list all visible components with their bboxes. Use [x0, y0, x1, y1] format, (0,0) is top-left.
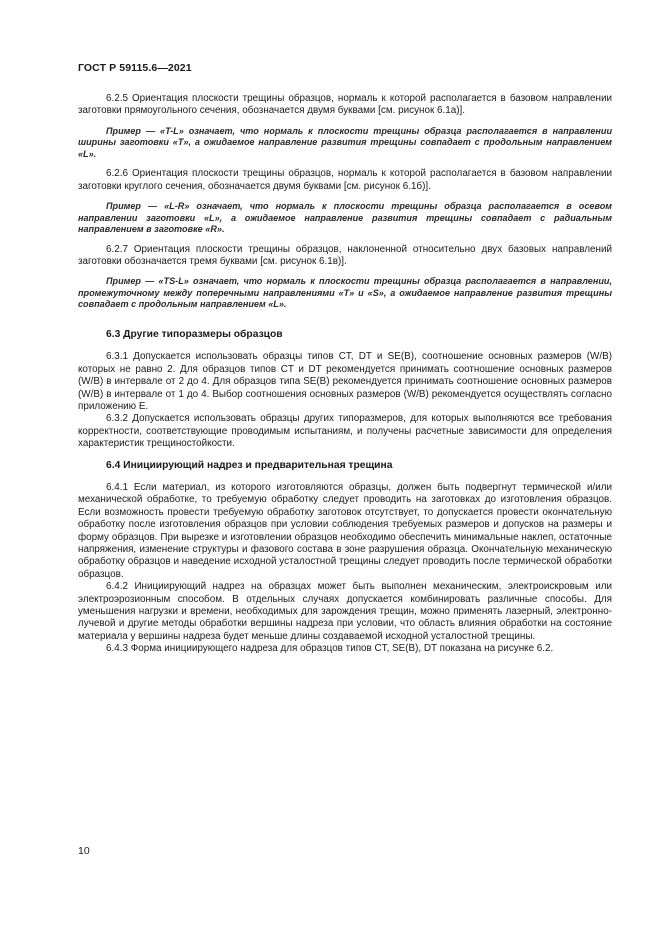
paragraph-6-2-7: 6.2.7 Ориентация плоскости трещины образцов, наклоненной относительно двух базовых направлений заготовки обозначается тремя буквами [см. рисунок 6.1в)]. — [78, 243, 612, 268]
section-heading-6-4: 6.4 Инициирующий надрез и предварительная трещина — [106, 459, 393, 471]
example-6-2-5: Пример — «T-L» означает, что нормаль к плоскости трещины образца располагается в направлении ширины заготовки «T», а ожидаемое направление развития трещины совпадает с продольным направлением «L». — [78, 125, 612, 159]
paragraph-6-2-5: 6.2.5 Ориентация плоскости трещины образцов, нормаль к которой располагается в базовом направлении заготовки прямоугольного сечения, обозначается двумя буквами [см. рисунок 6.1а)]. — [78, 93, 612, 117]
page-number: 10 — [78, 845, 90, 857]
section-heading-6-3: 6.3 Другие типоразмеры образцов — [106, 328, 283, 340]
paragraph-6-4-2: 6.4.2 Инициирующий надрез на образцах может быть выполнен механическим, электроискровым или электроэрозионным способом. В отдельных случаях допускается комбинировать различные способы. Для уменьшения нагрузки и времени, необходимых для зарождения трещин, можно применять лазерный, электронно-лучевой и другие методы обработки вершины надреза при условии, что область влияния обработки на состояние материала у вершины надреза будет меньше длины создаваемой исходной усталостной трещины. — [78, 581, 612, 642]
example-6-2-6: Пример — «L-R» означает, что нормаль к плоскости трещины образца располагается в осевом направлении заготовки «L», а ожидаемое направление развития трещины совпадает с радиальным направлением в заготовке «R». — [78, 201, 612, 235]
document-header: ГОСТ Р 59115.6—2021 — [78, 62, 192, 74]
paragraph-6-3-1: 6.3.1 Допускается использовать образцы типов CT, DT и SE(B), соотношение основных размеров (W/B) которых не равно 2. Для образцов типов CT и DT рекомендуется принимать соотношение основных размеров (W/B) в интервале от 2 до 4. Для образцов типа SE(B) рекомендуется принимать соотношение основных размеров (W/B) в интервале от 1 до 4. Выбор соотношения основных размеров (W/B) рекомендуется осуществлять согласно приложению Е. — [78, 351, 612, 412]
paragraph-6-4-3: 6.4.3 Форма инициирующего надреза для образцов типов CT, SE(B), DT показана на рисунке 6.2. — [106, 643, 554, 655]
document-body — [78, 93, 612, 656]
example-6-2-7: Пример — «TS-L» означает, что нормаль к плоскости трещины образца располагается в направлении, промежуточному между поперечными направлениями «T» и «S», а ожидаемое направление развития трещины совпадает с продольным направлением «L». — [78, 276, 612, 310]
paragraph-6-3-2: 6.3.2 Допускается использовать образцы других типоразмеров, для которых выполняются все требования корректности, соответствующие проводимым испытаниям, и получены расчетные зависимости для определения характеристик трещиностойкости. — [78, 413, 612, 450]
paragraph-6-4-1: 6.4.1 Если материал, из которого изготовляются образцы, должен быть подвергнут термической и/или механической обработке, то требуемую обработку следует проводить на заготовках до изготовления образцов. Если возможность провести требуемую обработку заготовок отсутствует, то допускается провести окончательную обработку после изготовления образцов при условии соблюдения требуемых размеров и допусков на размеры и форму образцов. При вырезке и изготовлении образцов необходимо обеспечить минимальные наклеп, остаточные напряжения, изменение структуры и фазового состава в зоне разрушения образца. Окончательную механическую обработку образцов и наведение исходной усталостной трещины следует проводить после термической обработки образцов. — [78, 482, 612, 580]
paragraph-6-2-6: 6.2.6 Ориентация плоскости трещины образцов, нормаль к которой располагается в базовом направлении заготовки круглого сечения, обозначается двумя буквами [см. рисунок 6.1б)]. — [78, 168, 612, 192]
